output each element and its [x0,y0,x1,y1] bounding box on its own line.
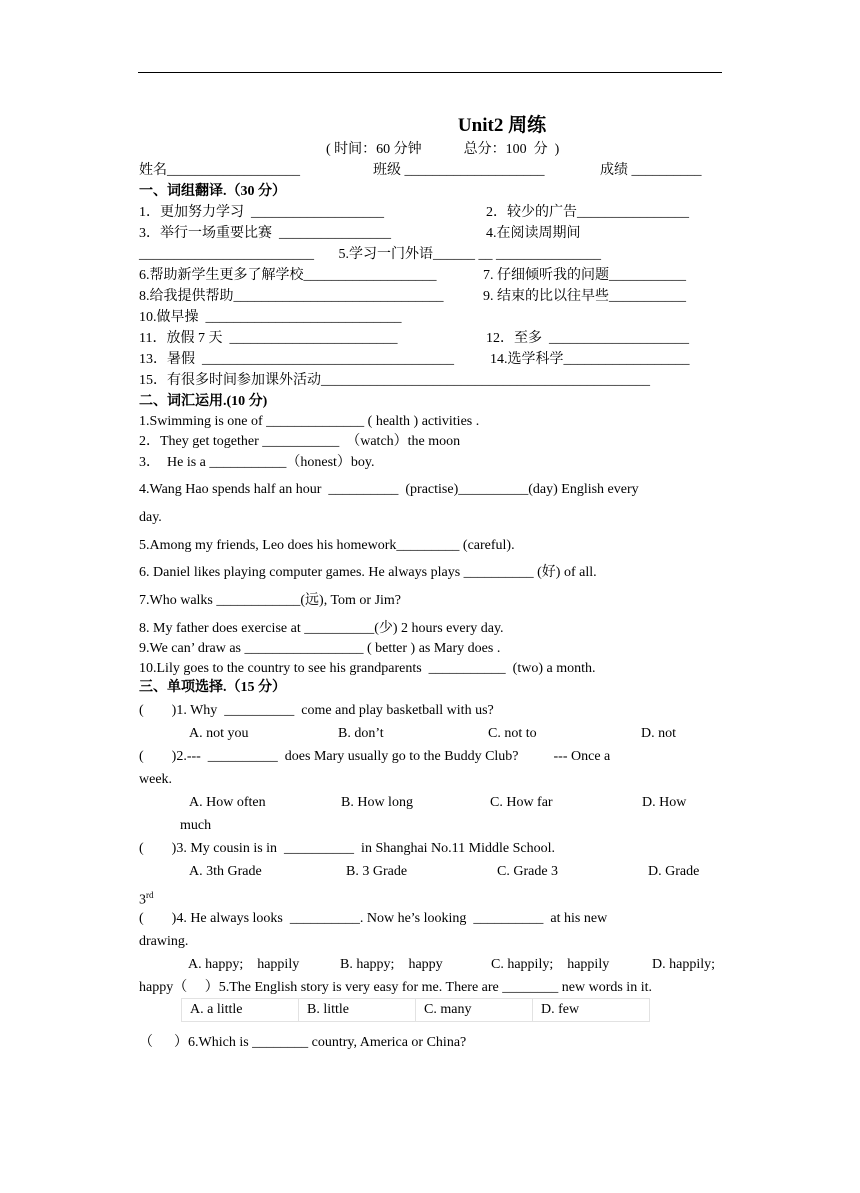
s1-line-1b: 2．较少的广告________________ [486,205,689,220]
s1-line-5a: 8.给我提供帮助______________________________ [139,289,444,304]
s2-item-7: 7.Who walks ____________(远), Tom or Jim? [139,593,402,608]
s2-item-9: 9.We can’ draw as _________________ ( better ) as Mary does . [139,641,501,656]
s2-item-4-cont: day. [139,510,162,525]
q5-lead: happy（ ）5.The English story is very easy for me. There are ________ new words in it. [139,980,652,995]
q1-option-d: D. not [641,726,676,741]
q3-option-d: D. Grade [648,864,700,879]
subtitle: ( 时间：60 分钟 总分：100 分 ) [326,142,560,157]
q2-cont: week. [139,772,173,787]
q3-stem: ( )3. My cousin is in __________ in Shanghai No.11 Middle School. [139,841,555,856]
q2-option-b: B. How long [341,795,413,810]
q2-cont2: much [180,818,212,833]
s2-item-8: 8. My father does exercise at __________(少) 2 hours every day. [139,621,504,636]
s1-line-3a: _________________________ 5.学习一门外语______ __ _______________ [139,247,601,262]
s1-line-5b: 9. 结束的比以往早些___________ [483,289,686,304]
q5-option-a: A. a little [182,999,299,1022]
s1-line-6a: 10.做早操 ____________________________ [139,310,402,325]
class-field: 班级 ____________________ [373,163,545,178]
q4-option-a: A. happy; happily [188,957,300,972]
q4-option-b: B. happy; happy [340,957,443,972]
q3-option-b: B. 3 Grade [346,864,408,879]
section2-heading: 二、词汇运用.(10 分) [139,394,268,409]
s2-item-10: 10.Lily goes to the country to see his grandparents ___________ (two) a month. [139,661,596,676]
q5-option-d: D. few [533,999,650,1022]
q2-option-c: C. How far [490,795,553,810]
s1-line-4a: 6.帮助新学生更多了解学校___________________ [139,268,437,283]
q1-option-a: A. not you [189,726,249,741]
s2-item-3: 3． He is a ___________（honest）boy. [139,455,375,470]
q2-option-a: A. How often [189,795,266,810]
s2-item-2: 2．They get together ___________ （watch）the moon [139,434,461,449]
q3-option-c: C. Grade 3 [497,864,559,879]
s1-line-8b: 14.选学科学__________________ [490,352,690,367]
q1-stem: ( )1. Why __________ come and play basketball with us? [139,703,494,718]
q6-stem: （ ）6.Which is ________ country, America or China? [139,1035,467,1050]
q4-cont: drawing. [139,934,189,949]
name-field: 姓名___________________ [139,163,300,178]
s2-item-6: 6. Daniel likes playing computer games. He always plays __________ (好) of all. [139,565,597,580]
s2-item-4: 4.Wang Hao spends half an hour __________ (practise)__________(day) English every [139,482,639,497]
q2-option-d: D. How [642,795,687,810]
q3-cont [139,886,154,910]
q2-stem: ( )2.--- __________ does Mary usually go to the Buddy Club? --- Once a [139,749,611,764]
s1-line-2a: 3．举行一场重要比赛 ________________ [139,226,391,241]
s1-line-8a: 13．暑假 ____________________________________ [139,352,454,367]
q4-option-c: C. happily; happily [491,957,610,972]
q5-option-c: C. many [416,999,533,1022]
page-title: Unit2 周练 [457,115,547,136]
section3-heading: 三、单项选择.（15 分） [139,680,286,695]
s1-line-9a: 15．有很多时间参加课外活动_______________________________________________ [139,373,650,388]
q1-option-b: B. don’t [338,726,384,741]
q5-options-table [181,998,650,1022]
q3-option-a: A. 3th Grade [189,864,262,879]
q4-stem: ( )4. He always looks __________. Now he’s looking __________ at his new [139,911,608,926]
s2-item-5: 5.Among my friends, Leo does his homework_________ (careful). [139,538,515,553]
score-field: 成绩 __________ [600,163,702,178]
s2-item-1: 1.Swimming is one of ______________ ( health ) activities . [139,414,480,429]
top-rule [138,72,722,73]
s1-line-1a: 1．更加努力学习 ___________________ [139,205,384,220]
s1-line-7b: 12．至多 ____________________ [486,331,689,346]
q1-option-c: C. not to [488,726,537,741]
s1-line-2b: 4.在阅读周期间 [486,226,581,241]
q3-cont-text: 3 [139,892,146,908]
section1-heading: 一、词组翻译.（30 分） [139,184,286,199]
q3-cont-sup: rd [146,890,154,900]
s1-line-4b: 7. 仔细倾听我的问题___________ [483,268,686,283]
q4-option-d: D. happily; [652,957,715,972]
q5-option-b: B. little [299,999,416,1022]
s1-line-7a: 11．放假 7 天 ________________________ [139,331,398,346]
